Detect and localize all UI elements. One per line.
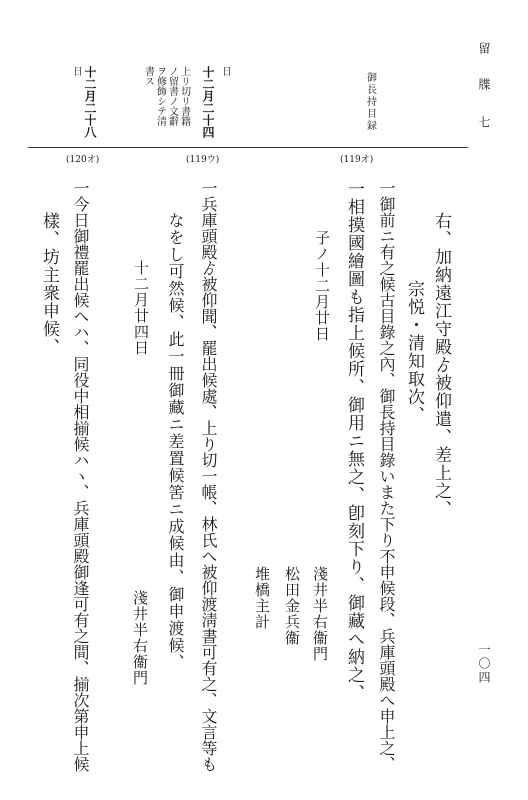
signature: 堆橋主計 (253, 566, 271, 630)
signature: 松田金兵衞 (283, 566, 301, 646)
header-divider (28, 147, 468, 148)
margin-gloss-line: ノ留書ノ文辭 (166, 66, 178, 126)
margin-gloss-line: 書ス (142, 66, 154, 86)
folio-label-120o: (120オ) (66, 155, 100, 165)
running-title: 留 牒 七 (477, 42, 491, 134)
margin-day-28: 日 (70, 66, 82, 76)
margin-gloss-line: 上リ切リ書籍 (178, 66, 190, 126)
date-line: 十二月廿四日 (132, 260, 150, 356)
margin-day-24: 日 (219, 66, 231, 76)
text-line: なをし可然候、此一冊御藏ニ差置候筈ニ成候由、御申渡候、 (166, 212, 185, 671)
folio-label-119u: (119ウ) (186, 155, 220, 165)
text-line: 一今日御禮罷出候へハ、同役中相揃候ハヽ、兵庫頭殿御逢可有之間、揃次第申上候 (71, 180, 90, 772)
text-line: 右、加納遠江守殿ゟ被仰遣、差上之、 (431, 212, 451, 518)
text-line: 樣、坊主衆申候、 (39, 212, 59, 356)
signature: 淺井半右衞門 (311, 566, 329, 662)
text-line: 一兵庫頭殿ゟ被仰聞、罷出候處、上り切一帳、林氏へ被仰渡淸書可有之、文言等も (199, 180, 218, 772)
date-line: 子ノ十二月廿日 (313, 230, 331, 342)
margin-date-28: 十二月二十八 (83, 66, 97, 138)
page-number: 一〇四 (477, 643, 491, 685)
folio-label-119o: (119オ) (340, 155, 374, 165)
text-line: 宗悦・清知取次、 (404, 280, 424, 424)
text-line: 一御前ニ有之候古目錄之內、御長持目錄いまた下り不申候段、兵庫頭殿へ申上之、 (377, 180, 396, 772)
signature: 淺井半右衞門 (131, 590, 149, 686)
margin-heading: 御長持目録 (364, 72, 376, 132)
text-line: 一相摸國繪圖も指上候所、御用ニ無之、卽刻下り、御藏へ納之、 (344, 180, 364, 702)
margin-date-24: 十二月二十四 (201, 66, 215, 138)
margin-gloss-line: ヲ修飾シテ清 (154, 66, 166, 126)
